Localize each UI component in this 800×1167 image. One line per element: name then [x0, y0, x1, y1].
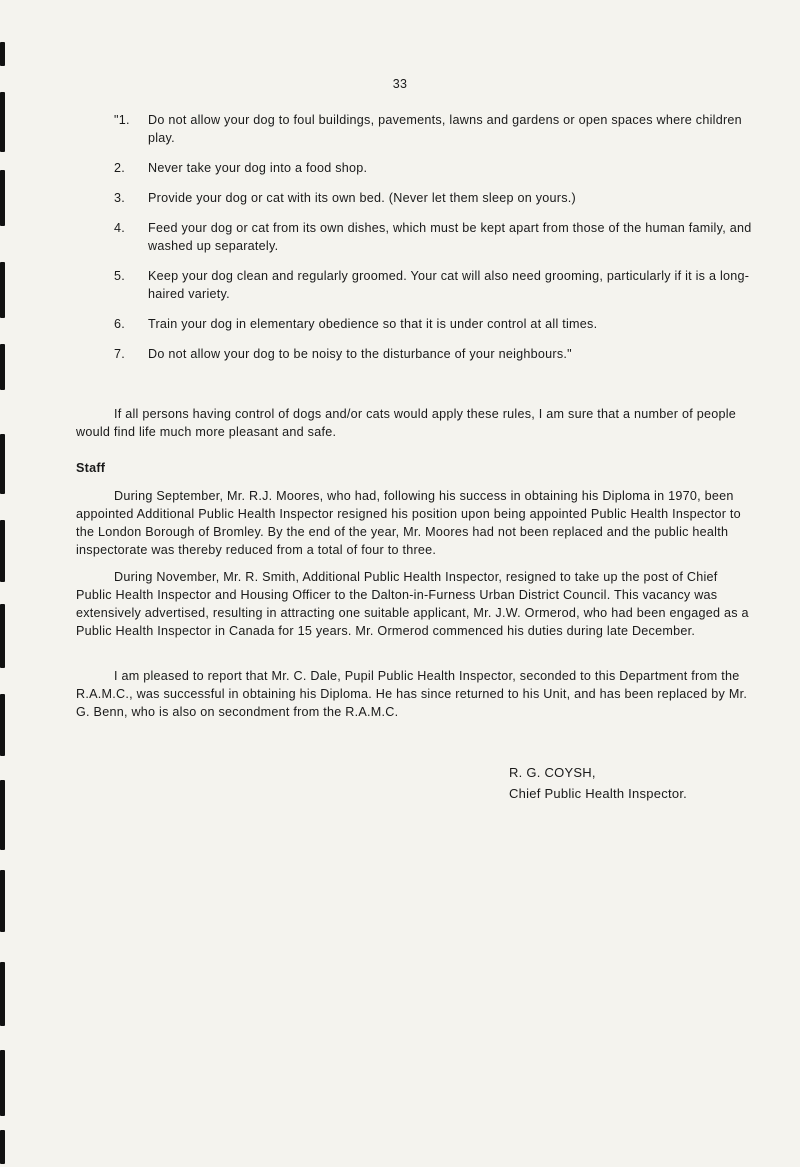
list-item-number: 6.	[114, 317, 126, 331]
signature-name: R. G. COYSH,	[509, 765, 596, 780]
list-item	[114, 159, 754, 177]
list-item-text: Train your dog in elementary obedience so that it is under control at all times.	[148, 317, 598, 331]
list-item	[114, 219, 754, 255]
list-item	[114, 267, 754, 303]
pet-rules-list	[114, 111, 754, 375]
list-item-text: Never take your dog into a food shop.	[148, 161, 368, 175]
binding-edge-marks	[0, 0, 6, 1167]
signature-title: Chief Public Health Inspector.	[509, 786, 688, 801]
list-item	[114, 189, 754, 207]
staff-paragraph-smith: During November, Mr. R. Smith, Additional Public Health Inspector, resigned to take up the post of Chief Public Health Inspector and Housing Officer to the Dalton-in-Furness Urban District Council. This vacancy was extensively advertised, resulting in attracting one suitable applicant, Mr. J.W. Ormerod, who had been engaged as a Public Health Inspector in Canada for 15 years. Mr. Ormerod commenced his duties during late December.	[76, 570, 749, 638]
list-item-text: Do not allow your dog to be noisy to the disturbance of your neighbours."	[148, 347, 572, 361]
list-item	[114, 111, 754, 147]
page-number: 33	[392, 77, 408, 91]
list-item-number: 2.	[114, 161, 126, 175]
list-item	[114, 345, 754, 363]
staff-paragraph-dale: I am pleased to report that Mr. C. Dale, Pupil Public Health Inspector, seconded to this Department from the R.A.M.C., was successful in obtaining his Diploma. He has since returned to his Unit, and has been replaced by Mr. G. Benn, who is also on secondment from the R.A.M.C.	[76, 669, 748, 719]
staff-paragraph-moores: During September, Mr. R.J. Moores, who had, following his success in obtaining his Diploma in 1970, been appointed Additional Public Health Inspector resigned his position upon being appointed Public Health Inspector to the London Borough of Bromley. By the end of the year, Mr. Moores had not been replaced and the public health inspectorate was thereby reduced from a total of four to three.	[76, 489, 741, 557]
list-item-text: Feed your dog or cat from its own dishes, which must be kept apart from those of the human family, and washed up separately.	[148, 221, 752, 253]
closing-paragraph: If all persons having control of dogs and/or cats would apply these rules, I am sure that a number of people would find life much more pleasant and safe.	[76, 407, 737, 439]
list-item-text: Provide your dog or cat with its own bed. (Never let them sleep on yours.)	[148, 191, 576, 205]
list-item-number: "1.	[114, 113, 130, 127]
list-item	[114, 315, 754, 333]
list-item-number: 7.	[114, 347, 126, 361]
list-item-number: 5.	[114, 269, 126, 283]
list-item-text: Do not allow your dog to foul buildings, pavements, lawns and gardens or open spaces where children play.	[148, 113, 742, 145]
list-item-number: 3.	[114, 191, 126, 205]
section-heading-staff: Staff	[76, 461, 106, 475]
list-item-number: 4.	[114, 221, 126, 235]
list-item-text: Keep your dog clean and regularly groomed. Your cat will also need grooming, particularly if it is a long-haired variety.	[148, 269, 750, 301]
